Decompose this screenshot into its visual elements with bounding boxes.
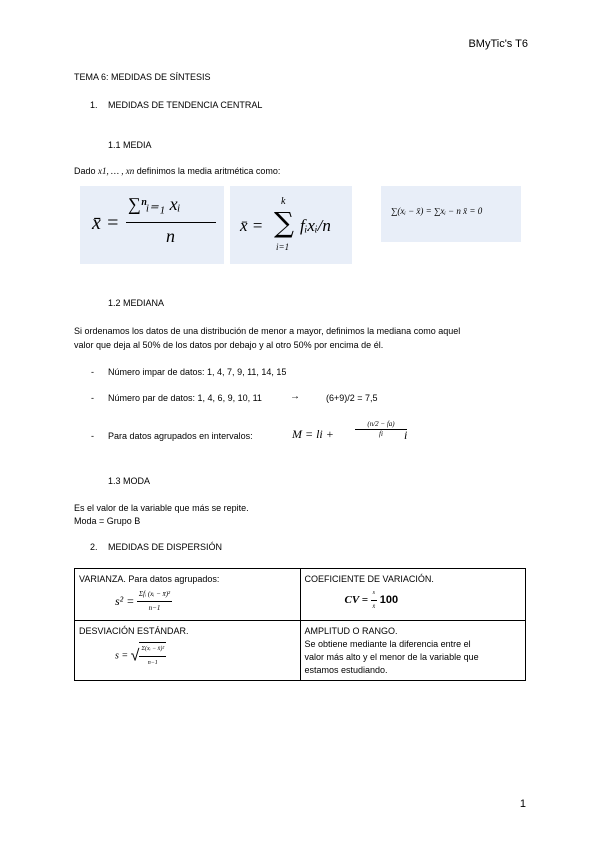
formula2-sigma: ∑ [274,206,294,239]
page-title: TEMA 6: MEDIDAS DE SÍNTESIS [74,72,211,82]
formula2-lhs: x̄ = [240,216,264,235]
mediana-para-line1: Si ordenamos los datos de una distribución de menor a mayor, definimos la mediana como aquel [74,326,461,336]
media-formula-box-1 [80,186,224,264]
cv-tail: 100 [379,594,399,606]
amplitud-line-1: Se obtiene mediante la diferencia entre el [304,639,471,649]
cv-frac [371,587,378,614]
bullet-dash-3: - [91,431,94,441]
mediana-formula-tail: i [404,428,408,442]
desviacion-label: DESVIACIÓN ESTÁNDAR. [79,626,189,636]
desviacion-den: n−1 [147,660,158,666]
formula2-sum-bottom: i=1 [276,242,290,252]
mediana-formula-den: fi [379,430,383,438]
bullet-dash-2: - [91,393,94,403]
cv-lhs: CV = [344,594,368,606]
amplitud-line-3: estamos estudiando. [304,665,388,675]
media-heading: 1.1 MEDIA [108,140,152,150]
media-formula-box-3 [381,186,521,242]
desviacion-lhs: s = [115,650,129,662]
bullet-text-2: Número par de datos: 1, 4, 6, 9, 10, 11 [108,393,262,403]
amplitud-label: AMPLITUD O RANGO. [304,626,398,636]
desviacion-frac [139,642,166,670]
bullet-arrow-2: → [290,391,300,402]
mediana-formula-lhs: M = li + [292,427,334,441]
cv-label: COEFICIENTE DE VARIACIÓN. [304,574,434,584]
media-intro-vars: x1, … , xn [98,166,135,176]
mediana-heading: 1.2 MEDIANA [108,298,165,308]
section1-number: 1. [90,100,98,110]
formula1-bar [126,222,216,223]
bullet-dash-1: - [91,367,94,377]
moda-line2: Moda = Grupo B [74,516,141,526]
bullet-text-1: Número impar de datos: 1, 4, 7, 9, 11, 14, 15 [108,367,287,377]
varianza-den: n−1 [148,604,161,612]
cv-formula [345,587,522,614]
formula1-num: ∑ⁿᵢ₌₁ xᵢ [128,194,181,214]
cell-cv [300,569,526,621]
mediana-formula-num: (n/2 − fa) [355,420,407,430]
moda-line1: Es el valor de la variable que más se repite. [74,503,249,513]
formula1-lhs: x̄ = [92,212,120,234]
dispersion-table [74,568,526,681]
varianza-lhs: s² = [115,594,135,608]
sqrt-icon: √ [130,647,140,665]
cv-den: x̄ [372,604,376,610]
formula2-body: fᵢxᵢ/n [300,216,331,235]
media-intro-post: definimos la media aritmética como: [136,166,281,176]
formula2-sum-top: k [281,196,286,207]
cv-num: s [371,587,378,601]
desviacion-formula [115,642,296,670]
bullet-text-3: Para datos agrupados en intervalos: [108,431,253,441]
media-intro-pre: Dado [74,166,96,176]
formula3-text: ∑(xᵢ − x̄) = ∑xᵢ − n x̄ = 0 [391,206,483,216]
media-formula-box-2 [230,186,352,264]
media-intro [74,166,280,176]
cell-desviacion [75,621,301,681]
mediana-formula-frac [355,420,407,438]
cell-varianza [75,569,301,621]
section2-heading: MEDIDAS DE DISPERSIÓN [108,542,223,552]
header-brand: BMyTic's T6 [468,38,528,50]
varianza-formula [115,588,296,615]
varianza-frac [137,588,172,615]
moda-heading: 1.3 MODA [108,476,151,486]
mediana-para-line2: valor que deja al 50% de los datos por debajo y al otro 50% por encima de él. [74,340,384,350]
amplitud-line-2: valor más alto y el menor de la variable que [304,652,479,662]
page-number: 1 [519,798,526,810]
varianza-label: VARIANZA. Para datos agrupados: [79,574,220,584]
desviacion-num: Σ(xᵢ − x̄)² [139,643,166,657]
formula1-den: n [166,226,175,246]
bullet-result-2: (6+9)/2 = 7,5 [326,393,378,403]
section1-heading: MEDIDAS DE TENDENCIA CENTRAL [108,100,263,110]
cell-amplitud [300,621,526,681]
varianza-num: Σfᵢ (xᵢ − x̄)² [137,588,172,602]
section2-number: 2. [90,542,98,552]
